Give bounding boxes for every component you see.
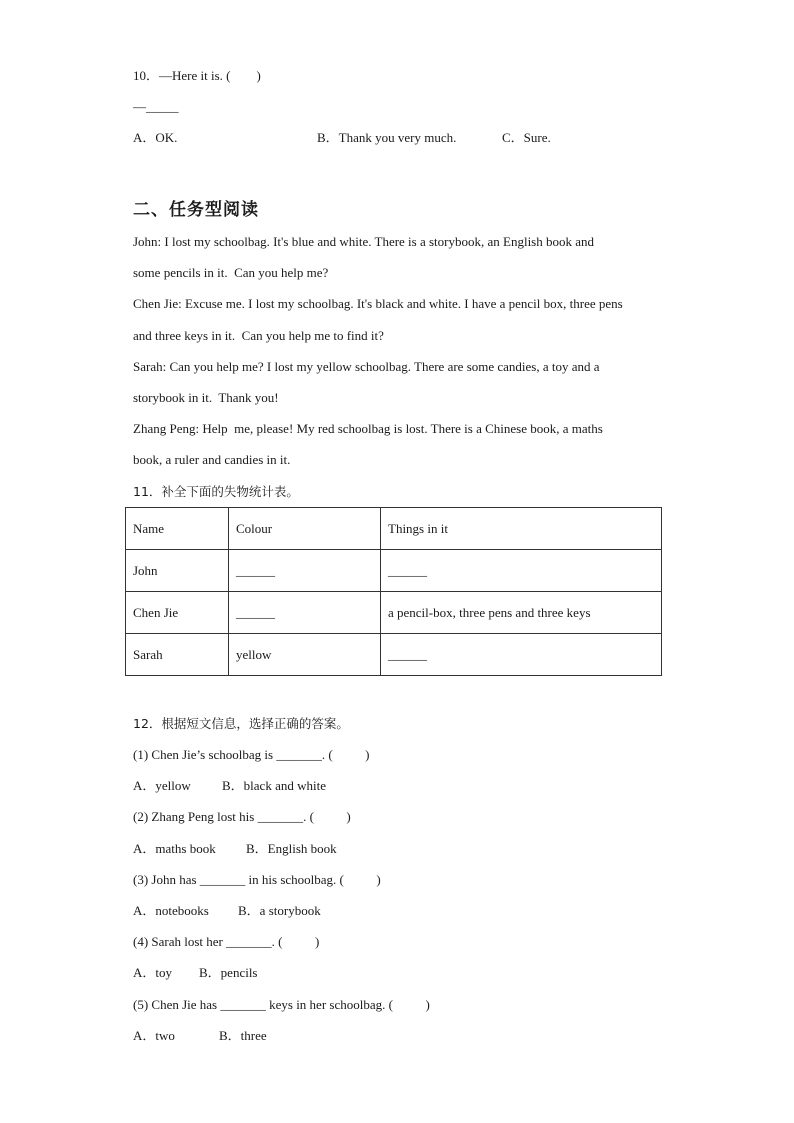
- q12-option-b: B．pencils: [199, 965, 258, 980]
- passage-line: Zhang Peng: Help me, please! My red schoolbag is lost. There is a Chinese book, a maths: [133, 421, 603, 436]
- table-cell-colour: yellow: [229, 634, 381, 676]
- q12-option-a: A．yellow: [133, 778, 191, 793]
- q10-option-a: A．OK.: [133, 130, 178, 145]
- q12-option-a: A．toy: [133, 965, 173, 980]
- q10-prompt: 10．—Here it is. ( ): [133, 68, 261, 83]
- table-header-cell: Colour: [229, 508, 381, 550]
- passage-line: Chen Jie: Excuse me. I lost my schoolbag. It's black and white. I have a pencil box, three pens: [133, 296, 623, 311]
- section-heading: 二、任务型阅读: [133, 200, 259, 220]
- q12-question: (5) Chen Jie has _______ keys in her schoolbag. ( ): [133, 997, 430, 1012]
- q12-prompt: 12．根据短文信息，选择正确的答案。: [133, 716, 349, 731]
- table-row: [126, 550, 662, 592]
- q12-option-b: B．English book: [246, 841, 337, 856]
- q12-option-a: A．maths book: [133, 841, 216, 856]
- table-cell-name: Sarah: [126, 634, 229, 676]
- table-header-cell: Name: [126, 508, 229, 550]
- q12-question: (2) Zhang Peng lost his _______. ( ): [133, 809, 351, 824]
- table-cell-things: ______: [381, 550, 662, 592]
- table-cell-name: Chen Jie: [126, 592, 229, 634]
- passage-line: storybook in it. Thank you!: [133, 390, 279, 405]
- q10-option-c: C．Sure.: [502, 130, 551, 145]
- lost-items-table: [125, 507, 662, 676]
- q12-question: (3) John has _______ in his schoolbag. ( ): [133, 872, 381, 887]
- q12-question: (1) Chen Jie’s schoolbag is _______. ( ): [133, 747, 370, 762]
- table-header-cell: Things in it: [381, 508, 662, 550]
- passage-line: Sarah: Can you help me? I lost my yellow schoolbag. There are some candies, a toy and a: [133, 359, 600, 374]
- passage-line: John: I lost my schoolbag. It's blue and white. There is a storybook, an English book and: [133, 234, 595, 249]
- q12-option-b: B．black and white: [222, 778, 326, 793]
- q12-option-a: A．notebooks: [133, 903, 209, 918]
- q12-option-b: B．a storybook: [238, 903, 321, 918]
- passage-line: some pencils in it. Can you help me?: [133, 265, 329, 280]
- table-cell-things: ______: [381, 634, 662, 676]
- table-row: [126, 592, 662, 634]
- q12-question: (4) Sarah lost her _______. ( ): [133, 934, 320, 949]
- table-row: [126, 634, 662, 676]
- q12-option-b: B．three: [219, 1028, 267, 1043]
- table-header-row: [126, 508, 662, 550]
- table-cell-colour: ______: [229, 550, 381, 592]
- q10-reply-blank: —_____: [133, 99, 179, 114]
- passage-line: and three keys in it. Can you help me to find it?: [133, 328, 384, 343]
- q10-option-b: B．Thank you very much.: [317, 130, 457, 145]
- q12-option-a: A．two: [133, 1028, 175, 1043]
- table-cell-colour: ______: [229, 592, 381, 634]
- passage-line: book, a ruler and candies in it.: [133, 452, 291, 467]
- q11-prompt: 11．补全下面的失物统计表。: [133, 484, 299, 499]
- table-cell-name: John: [126, 550, 229, 592]
- table-cell-things: a pencil-box, three pens and three keys: [381, 592, 662, 634]
